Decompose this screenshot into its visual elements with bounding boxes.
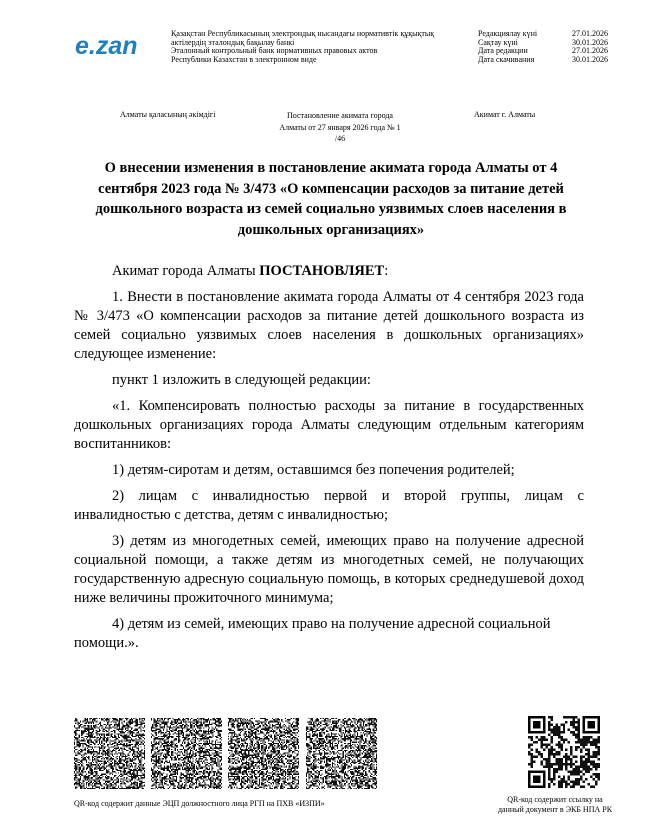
reference-line: /46 [334, 134, 346, 143]
date-value: 27.01.2026 [572, 29, 608, 38]
document-title: О внесении изменения в постановление акимата города Алматы от 4 сентября 2023 года № 3/473 «О компенсации расходов за питание детей дошкольного возраста из семей социально уязвимых слоев населения в дошкольных организациях» [95, 160, 567, 238]
date-row-download-ru [478, 56, 608, 65]
date-label: Сақтау күні [478, 37, 518, 47]
header-line: Қазақстан Республикасының электрондық нысандағы нормативтік құқықтық [171, 29, 435, 38]
signature-qr-caption: QR-код содержит данные ЭЦП должностного лица РГП на ПХВ «ИЗПИ» [74, 799, 325, 808]
caption-line: данный документ в ЭКБ НПА РК [497, 805, 613, 814]
date-value: 30.01.2026 [572, 54, 608, 64]
date-label: Редакциялау күні [478, 29, 538, 38]
document-link-qr-code[interactable] [528, 716, 600, 788]
header-dates [478, 30, 608, 64]
issuer-ru: Акимат г. Алматы [474, 110, 536, 119]
date-label: Дата редакции [478, 46, 528, 56]
caption-line: QR-код содержит ссылку на [507, 795, 603, 804]
ezan-logo [74, 30, 150, 62]
header-line: Республики Казахстан в электронном виде [171, 54, 317, 64]
reference-line: Постановление акимата города [287, 111, 393, 120]
issuer-kz: Алматы қаласының әкімдігі [120, 110, 216, 119]
header-source-text [171, 30, 461, 64]
link-qr-caption [490, 795, 620, 815]
preamble-decree: ПОСТАНОВЛЯЕТ [259, 263, 385, 279]
logo-text: e.zan [75, 32, 138, 60]
header-line: Эталонный контрольный банк нормативных правовых актов [171, 46, 378, 56]
date-label: Дата скачивания [478, 54, 535, 64]
document-reference [250, 110, 430, 145]
signature-qr-code [74, 718, 145, 789]
preamble-text: Акимат города Алматы [112, 263, 260, 279]
date-value: 27.01.2026 [572, 46, 608, 56]
paragraph-2: пункт 1 изложить в следующей редакции: [112, 372, 371, 388]
paragraph-1: 1. Внести в постановление акимата города Алматы от 4 сентября 2023 года № 3/473 «О компенсации расходов за питание детей дошкольного возраста из семей социально уязвимых слоев населения в дошкольных организациях» следующее изменение: [74, 289, 584, 362]
document-body [74, 262, 584, 660]
reference-line: Алматы от 27 января 2026 года № 1 [279, 122, 401, 132]
list-item-2: 2) лицам с инвалидностью первой и второй группы, лицам с инвалидностью с детства, детям с инвалидностью; [74, 488, 584, 523]
signature-qr-code [151, 718, 222, 789]
preamble [74, 262, 584, 281]
paragraph-3: «1. Компенсировать полностью расходы за питание в государственных дошкольных организациях города Алматы следующим отдельным категориям воспитанников: [74, 398, 584, 452]
list-item-3: 3) детям из многодетных семей, имеющих право на получение адресной социальной помощи, а также детям из многодетных семей, не получающих государственную адресную социальную помощь, в которых среднедушевой доход ниже величины прожиточного минимума; [74, 533, 584, 606]
preamble-end: : [384, 263, 389, 279]
list-item-1: 1) детям-сиротам и детям, оставшимся без попечения родителей; [112, 462, 515, 478]
signature-qr-code [306, 718, 377, 789]
header-line: актілердің эталондық бақылау банкі [171, 37, 295, 47]
list-item-4: 4) детям из семей, имеющих право на получение адресной социальной помощи.». [74, 616, 551, 651]
signature-qr-code [228, 718, 299, 789]
date-value: 30.01.2026 [572, 37, 608, 47]
